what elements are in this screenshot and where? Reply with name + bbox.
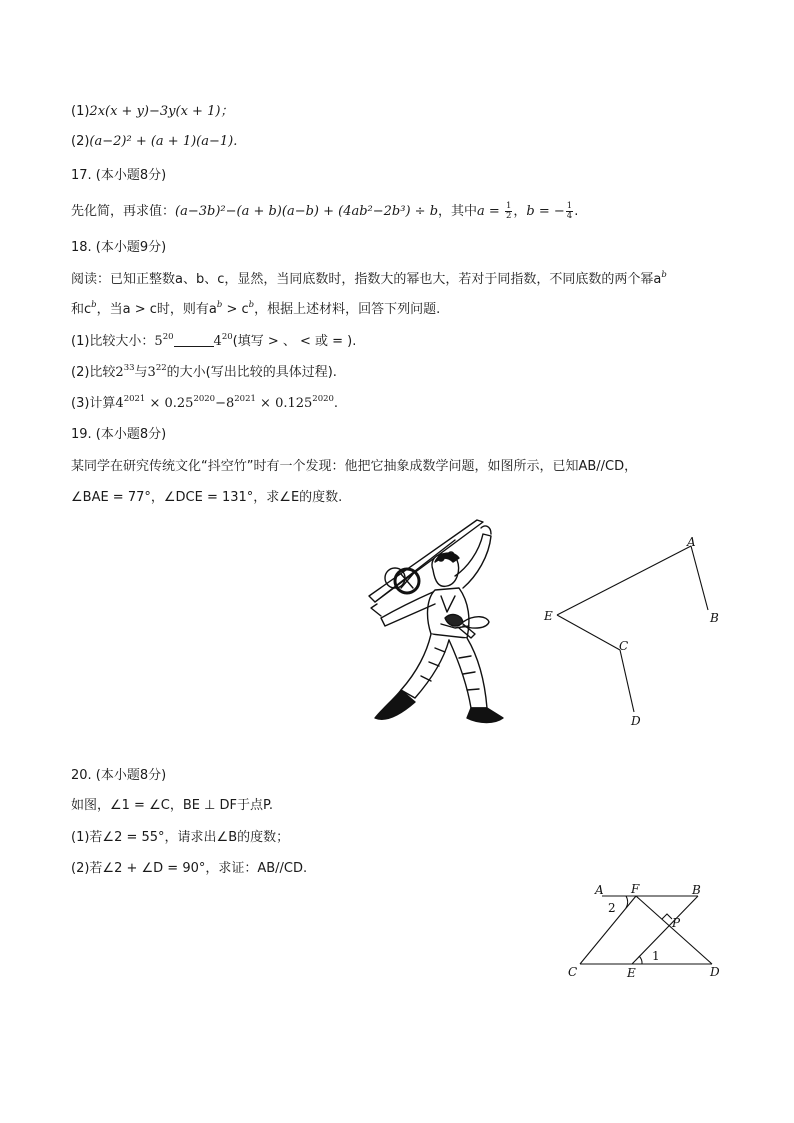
angle-label-2: 2 xyxy=(608,901,616,915)
q18-sub1: (1)比较大小：$5^{20}$ $4^{20}$(填写 > 、 < 或 = ). xyxy=(71,332,357,349)
segment-EC xyxy=(557,615,620,650)
q18-sub2: (2)比较$2^{33}$与$3^{22}$的大小(写出比较的具体过程). xyxy=(71,363,337,380)
q19-header: 19. (本小题8分) xyxy=(71,427,167,442)
angle-arc-2 xyxy=(626,896,628,908)
point-label-C: C xyxy=(568,965,578,979)
point-label-B: B xyxy=(692,883,701,897)
point-label-A: A xyxy=(687,535,696,549)
q18-reading-line1: 阅读：已知正整数a、b、c，显然，当同底数时，指数大的幂也大，若对于同指数，不同底数的两个幂$a^b$ xyxy=(71,270,667,287)
fraction-a: $\frac{1}{2}$ xyxy=(505,201,512,221)
answer-blank[interactable] xyxy=(174,334,214,347)
point-label-E: E xyxy=(627,966,636,980)
point-label-D: D xyxy=(710,965,720,979)
point-label-F: F xyxy=(631,882,640,896)
point-label-C: C xyxy=(619,639,629,653)
q20-header: 20. (本小题8分) xyxy=(71,768,167,783)
segment-BE xyxy=(632,896,698,964)
point-label-D: D xyxy=(631,714,641,728)
q16-part1: (1)2x(x + y)−3y(x + 1)； xyxy=(71,104,234,119)
q16-part2: (2)(a−2)² + (a + 1)(a−1). xyxy=(71,134,238,149)
point-label-A: A xyxy=(595,883,604,897)
angle-arc-1 xyxy=(639,956,642,964)
q18-header: 18. (本小题9分) xyxy=(71,240,167,255)
fraction-b: $\frac{1}{4}$ xyxy=(566,201,573,221)
segment-FD xyxy=(636,896,712,964)
q20-text: 如图，∠1 = ∠C，BE ⊥ DF于点P. xyxy=(71,798,273,813)
q19-text-line2: ∠BAE = 77°，∠DCE = 131°，求∠E的度数. xyxy=(71,490,343,505)
segment-AE xyxy=(557,546,691,615)
segment-AB xyxy=(691,546,708,610)
q20-sub2: (2)若∠2 + ∠D = 90°，求证：AB//CD. xyxy=(71,861,308,876)
q18-sub3: (3)计算$4^{2021} \times 0.25^{2020}-8^{2021} \times 0.125^{2020}$. xyxy=(71,394,339,411)
point-label-P: P xyxy=(672,916,681,930)
angle-label-1: 1 xyxy=(652,949,660,963)
point-label-B: B xyxy=(710,611,719,625)
q20-geometry-figure xyxy=(560,878,730,984)
q19-geometry-figure xyxy=(540,534,730,730)
diabolo-player-illustration xyxy=(355,512,515,734)
segment-CD xyxy=(620,650,634,712)
right-angle-mark xyxy=(662,914,672,919)
q17-text: 先化简，再求值：(a−3b)²−(a + b)(a−b) + (4ab²−2b³) ÷ b，其中a = $\frac{1}{2}$ ，b = − $\frac{1}{4}$ . xyxy=(71,201,579,221)
point-label-E: E xyxy=(544,609,553,623)
q18-reading-line2: 和$c^b$，当a > c时，则有$a^b > c^b$，根据上述材料，回答下列问题. xyxy=(71,300,441,317)
q17-header: 17. (本小题8分) xyxy=(71,168,167,183)
q20-sub1: (1)若∠2 = 55°，请求出∠B的度数； xyxy=(71,830,290,845)
q19-text-line1: 某同学在研究传统文化“抖空竹”时有一个发现：他把它抽象成数学问题，如图所示，已知AB//CD， xyxy=(71,459,638,474)
